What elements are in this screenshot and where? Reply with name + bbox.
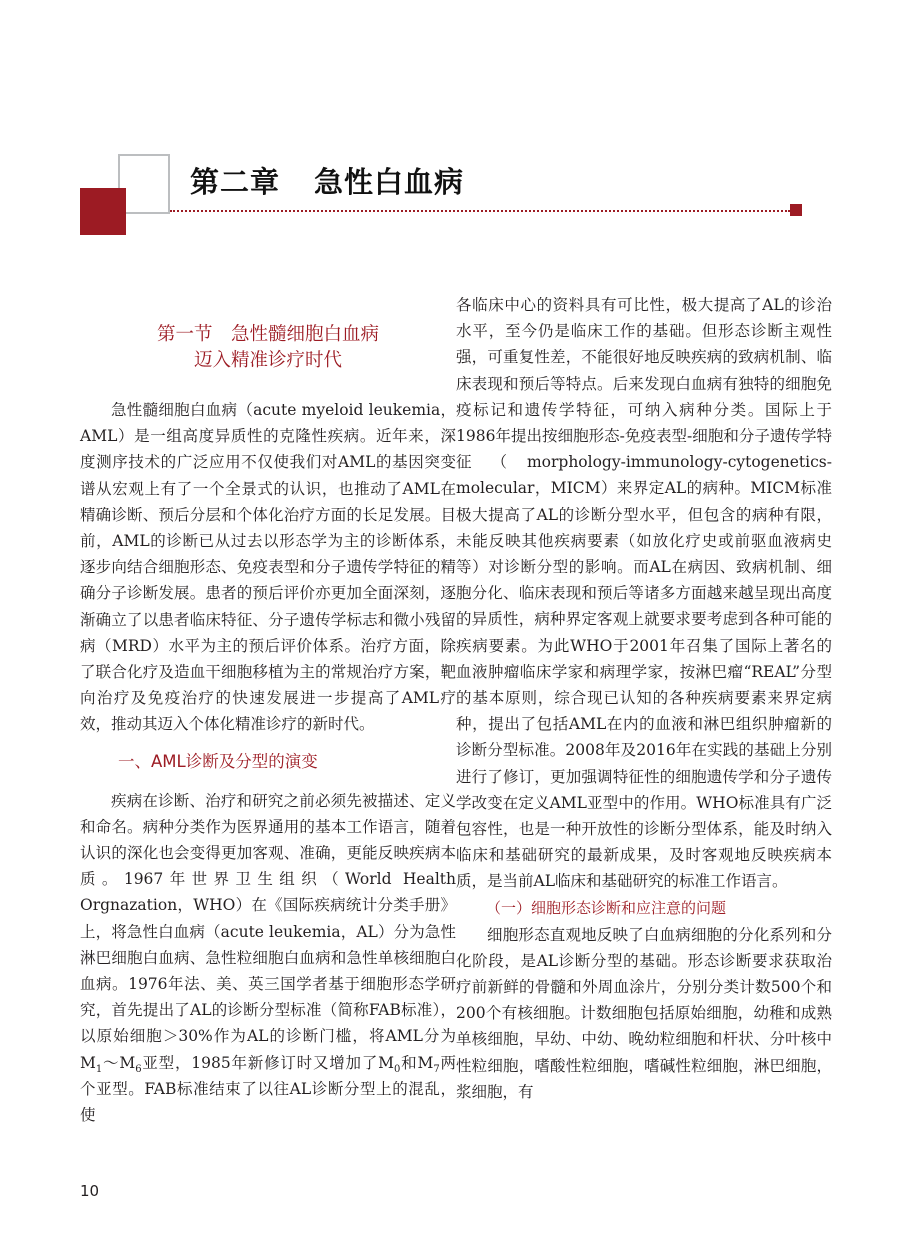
chapter-number: 第二章 <box>190 165 281 199</box>
paragraph-continuation: 各临床中心的资料具有可比性，极大提高了AL的诊治水平，至今仍是临床工作的基础。但形态诊断主观性强，可重复性差，不能很好地反映疾病的致病机制、临床表现和预后等特点。后来发现白血病有独特的细胞免疫标记和遗传学特征，可纳入病种分类。国际上于1986年提出按细胞形态-免疫表型-细胞和分子遗传学特征（morphology-immunology-cytogenetics-molecular，MICM）来界定AL的病种。MICM标准极大提高了AL的诊断分型水平，但包含的病种有限，未能反映其他疾病要素（如放化疗史或前驱血液病史等）对诊断分型的影响。而AL在病因、致病机制、细胞分化、临床表现和预后等诸多方面越来越呈现出高度的异质性，病种界定客观上就要求要考虑到各种可能的疾病要素。为此WHO于2001年召集了国际上著名的血液肿瘤临床学家和病理学家，按淋巴瘤“REAL”分型的基本原则，综合现已认知的各种疾病要素来界定病种，提出了包括AML在内的血液和淋巴组织肿瘤新的诊断分型标准。2008年及2016年在实践的基础上分别进行了修订，更加强调特征性的细胞遗传学和分子遗传学改变在定义AML亚型中的作用。WHO标准具有广泛包容性，也是一种开放性的诊断分型体系，能及时纳入临床和基础研究的最新成果，及时客观地反映疾病本质，是当前AL临床和基础研究的标准工作语言。 <box>456 296 832 891</box>
paragraph-intro: 急性髓细胞白血病（acute myeloid leukemia，AML）是一组高度异质性的克隆性疾病。近年来，深度测序技术的广泛应用不仅使我们对AML的基因突变谱从宏观上有了一个全景式的认识，也推动了AML在精确诊断、预后分层和个体化治疗方面的长足发展。目前，AML的诊断已从过去以形态学为主的诊断体系，逐步向结合细胞形态、免疫表型和分子遗传学特征的精确分子诊断发展。患者的预后评价亦更加全面深刻，逐渐确立了以患者临床特征、分子遗传学标志和微小残留病（MRD）水平为主的预后评价体系。治疗方面，除了联合化疗及造血干细胞移植为主的常规治疗方案，靶向治疗及免疫治疗的快速发展进一步提高了AML疗效，推动其迈入个体化精准诊疗的新时代。 <box>80 401 456 734</box>
section-title <box>80 322 456 374</box>
page-number: 10 <box>80 1182 100 1200</box>
decor-red-square <box>80 188 126 235</box>
section-title-line1: 第一节 急性髓细胞白血病 <box>156 324 379 345</box>
paragraph-morphology: 细胞形态直观地反映了白血病细胞的分化系列和分化阶段，是AL诊断分型的基础。形态诊断要求获取治疗前新鲜的骨髓和外周血涂片，分别分类计数500个和200个有核细胞。计数细胞包括原始细胞，幼稚和成熟单核细胞，早幼、中幼、晚幼粒细胞和杆状、分叶核中性粒细胞，嗜酸性粒细胞，嗜碱性粒细胞，淋巴细胞，浆细胞，有 <box>456 925 832 1101</box>
rule-end-square <box>790 204 802 216</box>
right-column <box>456 292 832 1105</box>
left-column <box>80 292 456 1128</box>
chapter-title <box>190 160 464 201</box>
chapter-dotted-rule <box>170 210 790 212</box>
section-title-line2: 迈入精准诊疗时代 <box>193 350 342 371</box>
subheading-morphology: （一）细胞形态诊断和应注意的问题 <box>486 898 727 917</box>
chapter-name: 急性白血病 <box>314 165 465 199</box>
heading-aml-classification: 一、AML诊断及分型的演变 <box>118 751 318 771</box>
paragraph-history: 疾病在诊断、治疗和研究之前必须先被描述、定义和命名。病种分类作为医界通用的基本工作语言，随着认识的深化也会变得更加客观、准确，更能反映疾病本质。1967年世界卫生组织（World Health Orgnazation，WHO）在《国际疾病统计分类手册》上，将急性白血病（acute leukemia，AL）分为急性淋巴细胞白血病、急性粒细胞白血病和急性单核细胞白血病。1976年法、美、英三国学者基于细胞形态学研究，首先提出了AL的诊断分型标准（简称FAB标准），以原始细胞＞30%作为AL的诊断门槛，将AML分为$M_1\sim M_6$亚型，1985年新修订时又增加了$M_0$和$M_7$两个亚型。FAB标准结束了以往AL诊断分型上的混乱，使 <box>80 791 457 1125</box>
